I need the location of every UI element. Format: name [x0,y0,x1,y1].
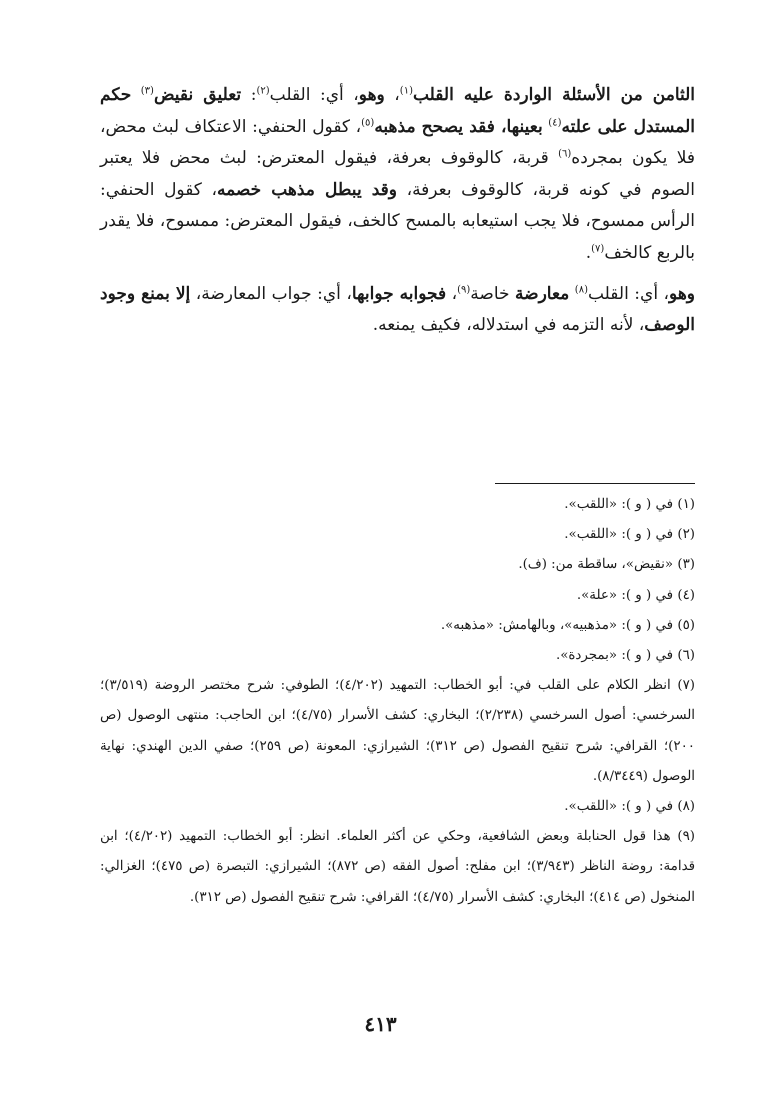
paragraph [100,80,695,270]
paragraph [100,279,695,342]
footnotes [100,490,695,913]
footnote-2: (٢) في ( و ): «اللقب». [564,527,695,543]
footnote-ref: (٧) [591,243,605,255]
footnote-3: (٣) «نقيض»، ساقطة من: (ف). [518,557,695,573]
footnote-ref: (٣) [140,85,154,97]
text-run: ، كقول الحنفي: الرأس ممسوح، فلا يجب استيعابه بالمسح كالخف، فيقول المعترض: ممسوح، فلا يقدر بالربع كالخف [100,179,695,263]
bold-text: الثامن من الأسئلة الواردة عليه القلب [412,85,696,105]
footnote-4: (٤) في ( و ): «علة». [576,587,695,603]
footnote-ref: (١) [399,85,413,97]
text-run: قربة، كالوقوف بعرفة، فيقول المعترض: لبث محض فلا يعتبر الصوم في كونه قربة، كالوقوف بعرفة، [100,148,696,200]
main-text [100,80,695,342]
bold-text: فجوابه جوابها [351,283,447,304]
footnote-ref: (٨) [574,283,588,295]
text-run: . [585,242,592,263]
bold-text: وهو [358,85,385,105]
footnote-ref: (٢) [256,85,270,97]
text-run: ، [446,283,458,304]
text-run: ، [384,85,400,105]
footnote-5: (٥) في ( و ): «مذهبيه»، وبالهامش: «مذهبه». [440,617,695,633]
footnote-ref: (٥) [361,116,375,128]
text-run [131,85,141,105]
bold-text: وقد يبطل مذهب خصمه [216,179,398,200]
text-run: ، أي: القلب [269,85,359,105]
footnote-7: (٧) انظر الكلام على القلب في: أبو الخطاب: التمهيد (٤/٢٠٢)؛ الطوفي: شرح مختصر الروضة (٣/٥١٩)؛ السرخسي: أصول السرخسي (٢/٢٣٨)؛ البخاري: كشف الأسرار (٤/٧٥)؛ ابن الحاجب: منتهى الوصول (ص ٢٠٠)؛ القرافي: شرح تنقيح الفصول (ص ٣١٢)؛ الشيرازي: المعونة (ص ٢٥٩)؛ صفي الدين الهندي: نهاية الوصول (٨/٣٤٤٩). [100,678,696,784]
footnote-8: (٨) في ( و ): «اللقب». [564,799,695,815]
text-run: ، كقول الحنفي: الاعتكاف لبث محض، فلا يكون بمجرده [100,116,695,169]
bold-text: وهو [669,283,695,304]
text-run: ، لأنه التزمه في استدلاله، فكيف يمنعه. [372,315,645,336]
bold-text: حكم المستدل على علته [100,85,695,137]
bold-text: بعينها، فقد يصحح مذهبه [374,116,543,137]
footnote-1: (١) في ( و ): «اللقب». [564,497,695,512]
bold-text: معارضة [515,283,570,304]
footnote-ref: (٩) [457,283,471,295]
bold-text: تعليق نقيض [153,85,242,105]
page-number: ٤١٣ [364,1012,397,1036]
text-run: : [241,85,257,105]
text-run: ، أي: جواب المعارضة، [190,283,352,304]
footnote-ref: (٤) [548,116,562,128]
footnote-ref: (٦) [558,148,572,160]
footnote-9: (٩) هذا قول الحنابلة وبعض الشافعية، وحكي عن أكثر العلماء. انظر: أبو الخطاب: التمهيد (٤/٢٠٢)؛ ابن قدامة: روضة الناظر (٣/٩٤٣)؛ ابن مفلح: أصول الفقه (ص ٨٧٢)؛ الشيرازي: التبصرة (ص ٤٧٥)؛ الغزالي: المنخول (ص ٤١٤)؛ البخاري: كشف الأسرار (٤/٧٥)؛ القرافي: شرح تنقيح الفصول (ص ٣١٢). [100,829,695,905]
bold-text: إلا بمنع وجود الوصف [100,283,695,336]
footnote-6: (٦) في ( و ): «بمجردة». [555,648,695,664]
text-run: خاصة [470,283,516,304]
text-run: ، أي: القلب [587,283,670,304]
footnote-separator [495,483,695,484]
